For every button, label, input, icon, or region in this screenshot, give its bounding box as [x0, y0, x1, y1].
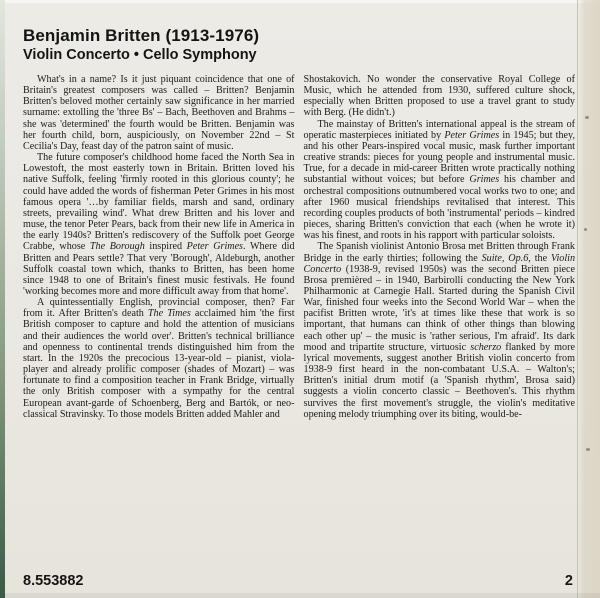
catalog-number: 8.553882 [23, 573, 84, 589]
album-title: Benjamin Britten (1913-1976) [23, 26, 260, 45]
italic-text-segment: scherzo [470, 341, 502, 353]
italic-text-segment: Peter Grimes [186, 241, 243, 253]
text-segment: (1938-9, revised 1950s) was the second Britten piece Brosa premièred – in 1940, Barbirolli conducting the New York Philharmonic at Carnegie Hall. Started during the Spanish Civil War, finished four weeks into the Second World War – when the pacifist Britten wrote, 'it's at times like these that work is so important, that humans can think of other things than blowing each other up' – the music is 'rather serious, I'm afraid'. Its dark mood and tripartite structure, virtuosic [303, 263, 575, 353]
text-segment: The mainstay of Britten's international appeal is the stream of operatic masterpieces initiated by [303, 118, 575, 141]
text-segment: What's in a name? Is it just piquant coincidence that one of Britain's greatest composers was called – Britten? Benjamin Britten's beloved mother certainly saw significance in her married surname: extolling the 'three Bs' – Bach, Beethoven and Brahms – she was 'determined' the fourth would be Britten. Benjamin was her fourth child, born, auspiciously, on November 22nd – St Cecilia's Day, feast day of the patron saint of music. [23, 74, 295, 152]
scan-speck [585, 116, 589, 119]
paragraph [23, 297, 295, 420]
text-segment: A quintessentially English, provincial composer, then? Far from it. After Britten's death [23, 297, 295, 320]
page-edge-top-highlight [0, 0, 600, 3]
italic-text-segment: Suite, Op.6 [481, 252, 529, 264]
liner-notes [23, 26, 575, 420]
page-number: 2 [564, 573, 573, 589]
scan-speck [586, 448, 590, 451]
italic-text-segment: Violin Concerto [303, 252, 576, 275]
page-header [23, 26, 575, 64]
text-segment: acclaimed him 'the first British composer to capture and hold the attention of musicians and their audiences the world over'. Britten's technical brilliance and openness to continental trends distinguished him from the start. In the 1920s the precocious 13-year-old – pianist, viola-player and already prolific composer (shades of Mozart) – was fortunate to find a composition teacher in Frank Bridge, virtually the only British composer with a sympathy for the central European avant-garde of Schoenberg, Berg and Bartók, or neo-classical Stravinsky. To those models Britten added Mahler and [23, 308, 295, 420]
paragraph [304, 241, 576, 420]
text-segment: . Where did Britten and Pears settle? That very 'Borough', Aldeburgh, another Suffolk coastal town which, thanks to Britten, has been home since 1948 to one of Britain's finest music festivals. He found 'working becomes more and more difficult away from that home'. [23, 241, 295, 297]
right-column [304, 74, 576, 420]
text-segment: Shostakovich. No wonder the conservative Royal College of Music, which he attended from 1930, suffered culture shock, especially when Britten proposed to use a travel grant to study with Berg. (He didn't.) [303, 74, 575, 119]
italic-text-segment: Peter Grimes [444, 129, 500, 141]
paragraph [23, 74, 295, 152]
italic-text-segment: Grimes [469, 174, 500, 186]
works-title: Violin Concerto • Cello Symphony [23, 47, 257, 63]
left-column [23, 74, 295, 420]
page-edge-right-band [577, 0, 600, 598]
text-segment: flanked by more lyrical movements, suggest another British violin concerto from 1938-9 first heard in the non-combatant U.S.A. – Walton's; Britten's initial drum motif (a 'Spanish rhythm', Brosa said) suggests a violin concerto classic – Beethoven's. This rhythm survives the first movement's struggle, the violin's meditative opening melody triumphing over its biting, would-be- [303, 341, 575, 420]
text-segment: in 1945; but they, and his other Pears-inspired vocal music, mask further important creative strands: pieces for young people and instrumental music. True, for a decade in mid-career Britten wrote practically nothing substantial without voices; but before [303, 129, 575, 186]
paragraph [23, 152, 295, 297]
page-footer [23, 573, 573, 589]
page-edge-bottom-shadow [0, 593, 600, 598]
text-segment: , the [528, 252, 552, 264]
scan-speck [584, 228, 587, 231]
paragraph [304, 119, 576, 242]
page-edge-left-strip [0, 0, 5, 598]
text-segment: The future composer's childhood home faced the North Sea in Lowestoft, the most easterly town in Britain. Britten loved his native Suffolk, feeling 'firmly rooted in this glorious county'; he could have added the words of fisherman Peter Grimes in his most famous opera '…by familiar fields, marsh and sand, ordinary streets, prevailing wind'. What drew Britten and his lover and muse, the tenor Peter Pears, back from their new life in America in the early 1940s? Britten's rediscovery of the Suffolk poet George Crabbe, whose [23, 152, 295, 253]
text-segment: The Spanish violinist Antonio Brosa met Britten through Frank Bridge in the early thirties; following the [303, 241, 575, 264]
two-column-text [23, 74, 575, 420]
paragraph [304, 74, 576, 119]
italic-text-segment: The Borough [89, 241, 145, 253]
text-segment: his chamber and orchestral compositions outnumbered vocal works two to one; and after 1960 musical friendships revitalised that interest. This recording couples products of both 'instrumental' periods – kindred pieces, sharing Britten's conviction that each (when he wrote it) was his finest, and roots in his rapport with particular soloists. [303, 174, 575, 242]
text-segment: inspired [144, 241, 187, 253]
italic-text-segment: The Times [147, 308, 191, 320]
